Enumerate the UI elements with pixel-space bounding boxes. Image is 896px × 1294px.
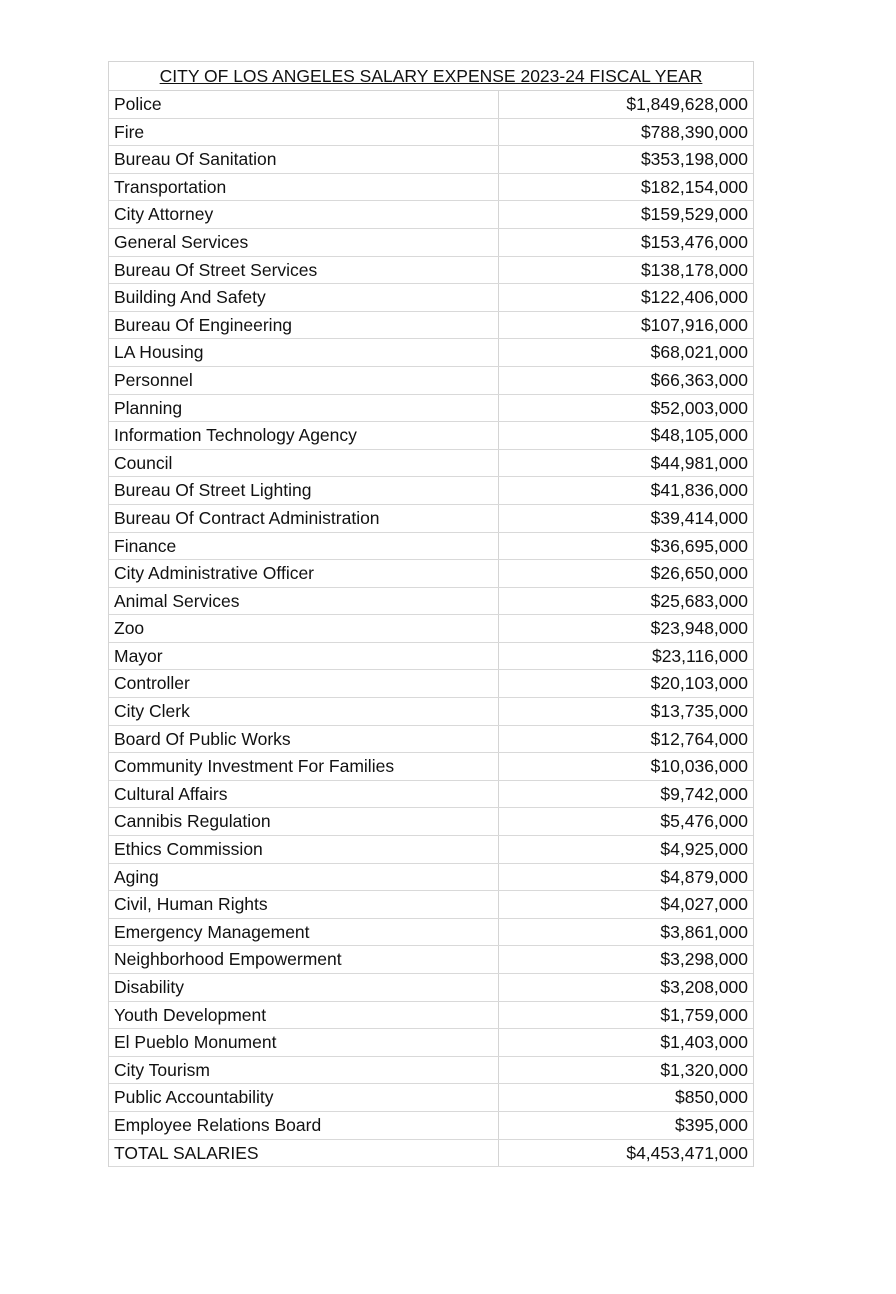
department-cell: Controller [109, 670, 499, 697]
amount-cell: $1,320,000 [660, 1059, 748, 1080]
amount-cell: $122,406,000 [640, 287, 748, 308]
amount-cell: $13,735,000 [650, 701, 748, 722]
department-cell: Public Accountability [109, 1084, 499, 1111]
table-row [109, 781, 753, 809]
department-cell: City Administrative Officer [109, 560, 499, 587]
department-cell: Zoo [109, 615, 499, 642]
department-cell: Animal Services [109, 588, 499, 615]
table-row [109, 643, 753, 671]
department-cell: Civil, Human Rights [109, 891, 499, 918]
table-row [109, 367, 753, 395]
table-row [109, 257, 753, 285]
department-cell: Building And Safety [109, 284, 499, 311]
department-cell: Bureau Of Street Lighting [109, 477, 499, 504]
department-cell: Bureau Of Street Services [109, 257, 499, 284]
table-row [109, 946, 753, 974]
department-cell: Emergency Management [109, 919, 499, 946]
table-row [109, 505, 753, 533]
table-row [109, 119, 753, 147]
amount-cell: $4,027,000 [660, 894, 748, 915]
department-cell: Disability [109, 974, 499, 1001]
department-cell: Community Investment For Families [109, 753, 499, 780]
amount-cell: $52,003,000 [650, 397, 748, 418]
amount-cell: $107,916,000 [640, 314, 748, 335]
amount-cell: $25,683,000 [650, 590, 748, 611]
salary-table [108, 61, 754, 1167]
department-cell: El Pueblo Monument [109, 1029, 499, 1056]
table-row [109, 670, 753, 698]
table-row [109, 174, 753, 202]
table-row [109, 533, 753, 561]
total-row [109, 1140, 753, 1168]
table-row [109, 1057, 753, 1085]
amount-cell: $44,981,000 [650, 452, 748, 473]
amount-cell: $153,476,000 [640, 231, 748, 252]
table-row [109, 974, 753, 1002]
table-row [109, 450, 753, 478]
department-cell: Aging [109, 864, 499, 891]
table-row [109, 836, 753, 864]
department-cell: Bureau Of Engineering [109, 312, 499, 339]
table-row [109, 698, 753, 726]
table-row [109, 1084, 753, 1112]
table-row [109, 1002, 753, 1030]
table-row [109, 201, 753, 229]
amount-cell: $10,036,000 [650, 756, 748, 777]
amount-cell: $4,925,000 [660, 839, 748, 860]
table-row [109, 395, 753, 423]
department-cell: City Tourism [109, 1057, 499, 1084]
amount-cell: $23,948,000 [650, 618, 748, 639]
amount-cell: $1,849,628,000 [626, 94, 748, 114]
table-row [109, 808, 753, 836]
department-cell: Planning [109, 395, 499, 422]
amount-cell: $3,298,000 [660, 949, 748, 970]
amount-cell: $850,000 [675, 1087, 748, 1108]
amount-cell: $4,879,000 [660, 866, 748, 887]
table-row [109, 615, 753, 643]
department-cell: Youth Development [109, 1002, 499, 1029]
department-cell: Transportation [109, 174, 499, 201]
amount-cell: $3,208,000 [660, 977, 748, 997]
department-cell: Bureau Of Contract Administration [109, 505, 499, 532]
amount-cell: $395,000 [675, 1114, 748, 1135]
amount-cell: $182,154,000 [640, 176, 748, 197]
department-cell: Personnel [109, 367, 499, 394]
department-cell: Police [109, 91, 499, 118]
department-cell: Board Of Public Works [109, 726, 499, 753]
amount-cell: $3,861,000 [660, 921, 748, 942]
table-row [109, 312, 753, 340]
amount-cell: $66,363,000 [650, 369, 748, 390]
amount-cell: $9,742,000 [660, 783, 748, 804]
table-row [109, 91, 753, 119]
amount-cell: $68,021,000 [650, 342, 748, 363]
table-row [109, 477, 753, 505]
table-row [109, 560, 753, 588]
table-row [109, 1029, 753, 1057]
department-cell: Ethics Commission [109, 836, 499, 863]
department-cell: Mayor [109, 643, 499, 670]
department-cell: TOTAL SALARIES [109, 1140, 499, 1167]
table-row [109, 422, 753, 450]
table-body [109, 91, 753, 1167]
amount-cell: $23,116,000 [651, 645, 748, 666]
department-cell: Cultural Affairs [109, 781, 499, 808]
table-row [109, 339, 753, 367]
table-row [109, 1112, 753, 1140]
amount-cell: $1,403,000 [660, 1032, 748, 1053]
department-cell: City Clerk [109, 698, 499, 725]
amount-cell: $41,836,000 [650, 480, 748, 501]
amount-cell: $12,764,000 [650, 728, 748, 749]
table-title: CITY OF LOS ANGELES SALARY EXPENSE 2023-24 FISCAL YEAR [109, 62, 753, 91]
table-row [109, 919, 753, 947]
amount-cell: $20,103,000 [650, 673, 748, 694]
amount-cell: $353,198,000 [640, 149, 748, 170]
amount-cell: $26,650,000 [650, 563, 748, 584]
amount-cell: $138,178,000 [640, 259, 748, 280]
department-cell: Council [109, 450, 499, 477]
amount-cell: $36,695,000 [650, 535, 748, 556]
table-row [109, 864, 753, 892]
department-cell: Bureau Of Sanitation [109, 146, 499, 173]
table-row [109, 284, 753, 312]
amount-cell: $1,759,000 [660, 1004, 748, 1025]
table-row [109, 726, 753, 754]
department-cell: Finance [109, 533, 499, 560]
amount-cell: $159,529,000 [640, 204, 748, 225]
amount-cell: $39,414,000 [650, 507, 748, 528]
department-cell: Information Technology Agency [109, 422, 499, 449]
amount-cell: $5,476,000 [660, 811, 748, 832]
department-cell: LA Housing [109, 339, 499, 366]
table-row [109, 588, 753, 616]
table-row [109, 229, 753, 257]
table-row [109, 891, 753, 919]
department-cell: City Attorney [109, 201, 499, 228]
department-cell: Cannibis Regulation [109, 808, 499, 835]
amount-cell: $4,453,471,000 [626, 1142, 748, 1163]
department-cell: Fire [109, 119, 499, 146]
amount-cell: $788,390,000 [640, 121, 748, 142]
department-cell: Employee Relations Board [109, 1112, 499, 1139]
table-row [109, 146, 753, 174]
amount-cell: $48,105,000 [650, 425, 748, 446]
department-cell: Neighborhood Empowerment [109, 946, 499, 973]
table-row [109, 753, 753, 781]
department-cell: General Services [109, 229, 499, 256]
